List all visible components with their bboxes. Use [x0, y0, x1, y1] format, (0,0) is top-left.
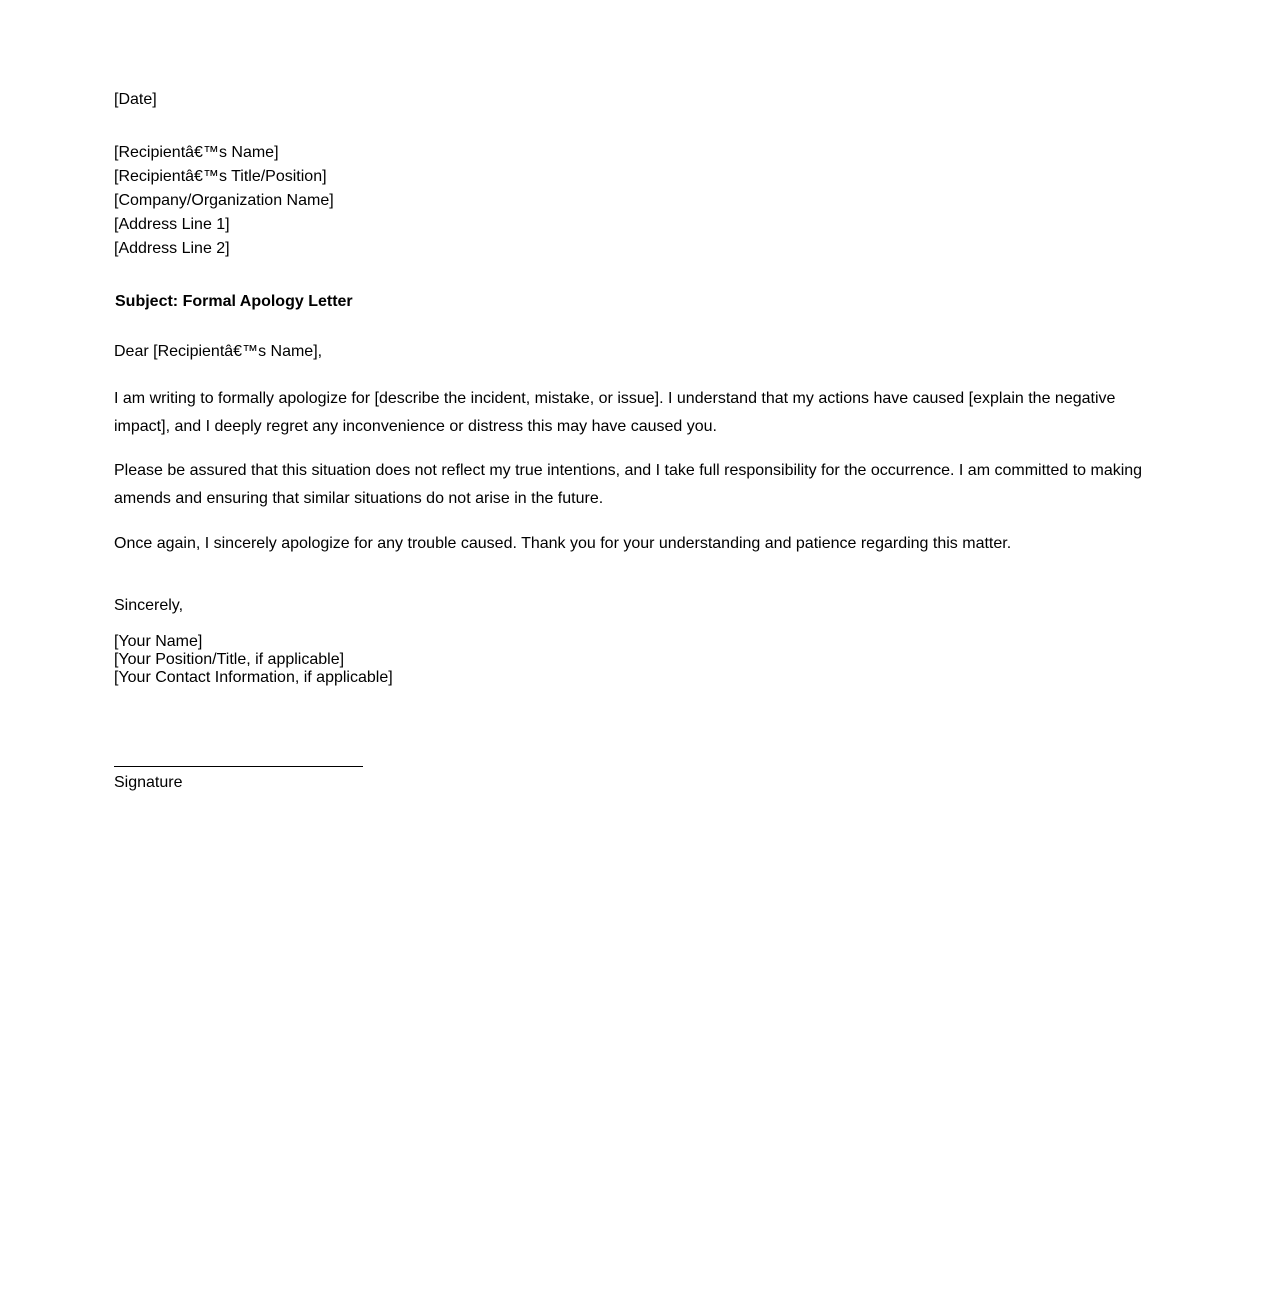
- signature-line: [114, 766, 363, 767]
- body-paragraph-3: Once again, I sincerely apologize for any trouble caused. Thank you for your understanding and patience regarding this matter.: [114, 535, 1012, 552]
- sender-name: [Your Name]: [114, 633, 203, 650]
- closing: Sincerely,: [114, 597, 184, 614]
- recipient-company: [Company/Organization Name]: [114, 192, 334, 209]
- sender-position: [Your Position/Title, if applicable]: [114, 651, 345, 668]
- recipient-address-line-1: [Address Line 1]: [114, 216, 230, 233]
- letter-date: [Date]: [114, 91, 157, 108]
- recipient-address-line-2: [Address Line 2]: [114, 240, 230, 257]
- salutation: Dear [Recipientâ€™s Name],: [114, 343, 323, 360]
- recipient-name: [Recipientâ€™s Name]: [114, 144, 279, 161]
- sender-contact: [Your Contact Information, if applicable]: [114, 669, 393, 686]
- recipient-title: [Recipientâ€™s Title/Position]: [114, 168, 327, 185]
- signature-label: Signature: [114, 774, 183, 791]
- body-paragraph-2: Please be assured that this situation does not reflect my true intentions, and I take full responsibility for the occurrence. I am committed to making amends and ensuring that similar situations do not arise in the future.: [114, 462, 1143, 507]
- body-paragraph-1: I am writing to formally apologize for [describe the incident, mistake, or issue]. I understand that my actions have caused [explain the negative impact], and I deeply regret any inconvenience or distress this may have caused you.: [114, 390, 1116, 435]
- subject-line: Subject: Formal Apology Letter: [115, 293, 353, 310]
